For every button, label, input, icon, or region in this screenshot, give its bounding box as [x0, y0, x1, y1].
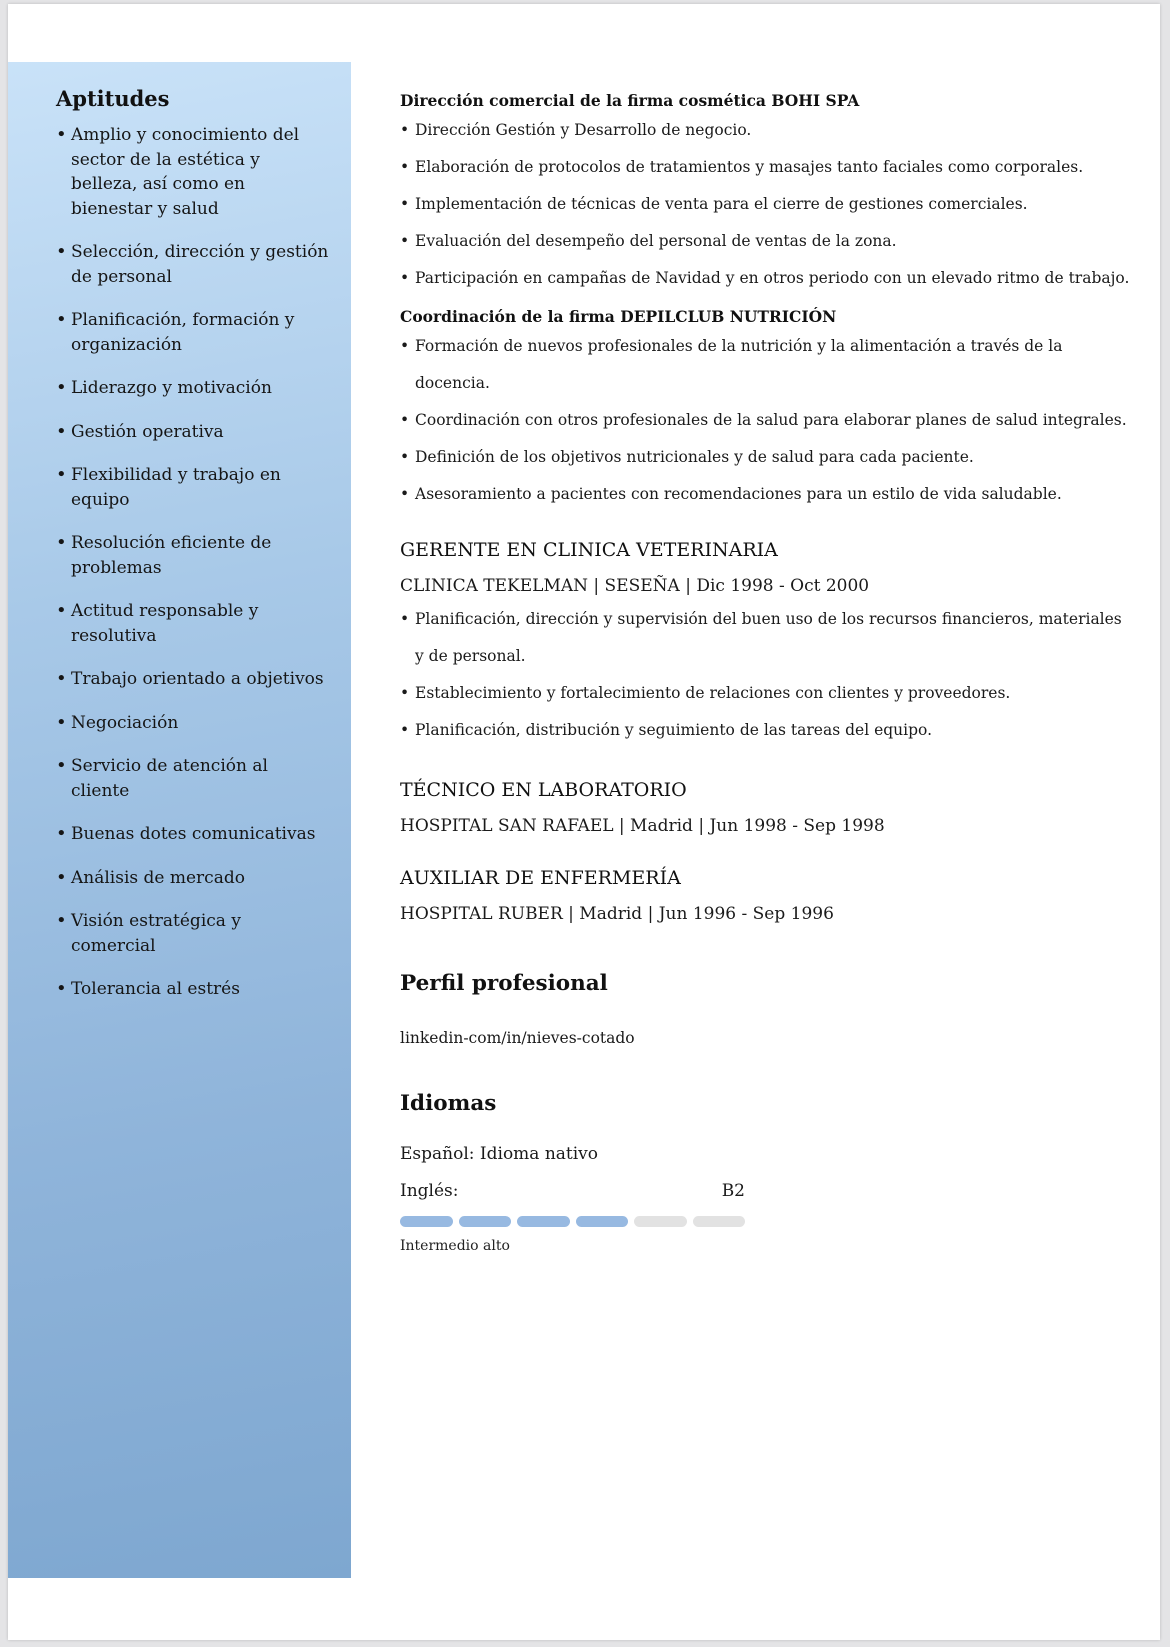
- experience-item: • Definición de los objetivos nutricionales y de salud para cada paciente.: [400, 439, 1130, 476]
- english-level: B2: [721, 1181, 745, 1201]
- skill-item: • Trabajo orientado a objetivos: [56, 667, 329, 692]
- job-title: TÉCNICO EN LABORATORIO: [400, 779, 687, 801]
- native-language: Español: Idioma nativo: [400, 1144, 599, 1164]
- experience-item: • Formación de nuevos profesionales de la nutrición y la alimentación a través de la docencia.: [400, 328, 1130, 402]
- skill-item: • Visión estratégica y comercial: [56, 909, 329, 958]
- skill-item: • Flexibilidad y trabajo en equipo: [56, 463, 329, 512]
- skill-item: • Tolerancia al estrés: [56, 977, 329, 1002]
- skills-list: [56, 123, 329, 1002]
- skill-item: • Liderazgo y motivación: [56, 376, 329, 401]
- level-segment-filled: [400, 1216, 453, 1227]
- profile-section-title: Perfil profesional: [400, 971, 608, 996]
- skill-item: • Buenas dotes comunicativas: [56, 822, 329, 847]
- skill-item: • Actitud responsable y resolutiva: [56, 599, 329, 648]
- job-duties-list: [400, 601, 1130, 749]
- level-segment-filled: [517, 1216, 570, 1227]
- english-level-description: Intermedio alto: [400, 1238, 510, 1254]
- job-company: HOSPITAL SAN RAFAEL | Madrid | Jun 1998 - Sep 1998: [400, 816, 885, 836]
- experience-item: • Implementación de técnicas de venta para el cierre de gestiones comerciales.: [400, 186, 1130, 223]
- skill-item: • Análisis de mercado: [56, 866, 329, 891]
- job-duty-item: • Planificación, distribución y seguimiento de las tareas del equipo.: [400, 712, 1130, 749]
- experience-item: • Asesoramiento a pacientes con recomendaciones para un estilo de vida saludable.: [400, 476, 1130, 513]
- english-language-row: [400, 1178, 745, 1204]
- experience-item: • Dirección Gestión y Desarrollo de negocio.: [400, 112, 1130, 149]
- linkedin-link[interactable]: linkedin-com/in/nieves-cotado: [400, 1029, 635, 1047]
- experience-item: • Elaboración de protocolos de tratamientos y masajes tanto faciales como corporales.: [400, 149, 1130, 186]
- skill-item: • Amplio y conocimiento del sector de la estética y belleza, así como en bienestar y salud: [56, 123, 329, 221]
- job-company: CLINICA TEKELMAN | SESEÑA | Dic 1998 - Oct 2000: [400, 576, 870, 596]
- skill-item: • Servicio de atención al cliente: [56, 754, 329, 803]
- english-level-bar: [400, 1216, 745, 1227]
- level-segment-empty: [693, 1216, 746, 1227]
- skill-item: • Gestión operativa: [56, 420, 329, 445]
- level-segment-empty: [634, 1216, 687, 1227]
- skills-title: Aptitudes: [56, 86, 170, 111]
- job-duty-item: • Planificación, dirección y supervisión del buen uso de los recursos financieros, materiales y de personal.: [400, 601, 1130, 675]
- experience-block-2: [400, 306, 1130, 513]
- level-segment-filled: [459, 1216, 512, 1227]
- experience-block-list: [400, 112, 1130, 297]
- skill-item: • Planificación, formación y organización: [56, 308, 329, 357]
- job-title: AUXILIAR DE ENFERMERÍA: [400, 867, 681, 889]
- english-label: Inglés:: [400, 1181, 459, 1201]
- job-company: HOSPITAL RUBER | Madrid | Jun 1996 - Sep 1996: [400, 904, 834, 924]
- experience-block-heading: Dirección comercial de la firma cosmética BOHI SPA: [400, 91, 860, 110]
- skills-sidebar: [8, 62, 351, 1578]
- experience-item: • Coordinación con otros profesionales de la salud para elaborar planes de salud integrales.: [400, 402, 1130, 439]
- level-segment-filled: [576, 1216, 629, 1227]
- experience-block-list: [400, 328, 1130, 513]
- experience-item: • Participación en campañas de Navidad y en otros periodo con un elevado ritmo de trabajo.: [400, 260, 1130, 297]
- skill-item: • Resolución eficiente de problemas: [56, 531, 329, 580]
- resume-page: [8, 4, 1160, 1640]
- skill-item: • Negociación: [56, 711, 329, 736]
- experience-block-heading: Coordinación de la firma DEPILCLUB NUTRICIÓN: [400, 307, 837, 326]
- job-duty-item: • Establecimiento y fortalecimiento de relaciones con clientes y proveedores.: [400, 675, 1130, 712]
- skill-item: • Selección, dirección y gestión de personal: [56, 240, 329, 289]
- main-content: [400, 90, 1130, 1256]
- languages-section-title: Idiomas: [400, 1091, 497, 1116]
- job-title: GERENTE EN CLINICA VETERINARIA: [400, 539, 778, 561]
- experience-item: • Evaluación del desempeño del personal de ventas de la zona.: [400, 223, 1130, 260]
